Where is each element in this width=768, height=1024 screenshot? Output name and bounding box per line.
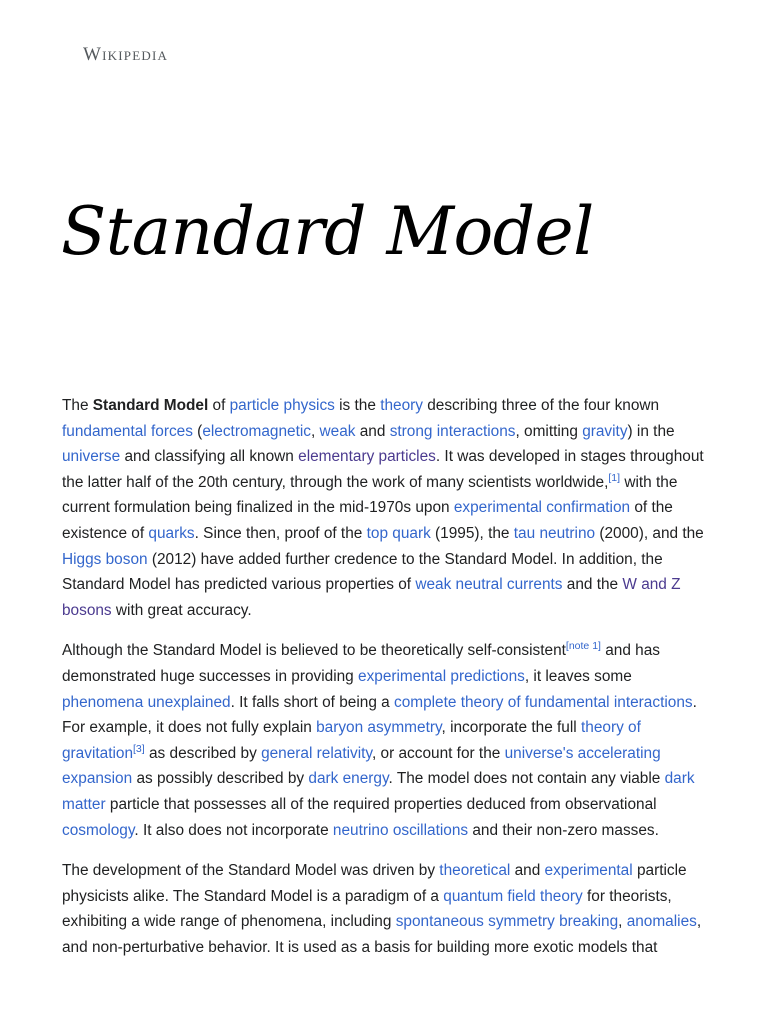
wikipedia-logo[interactable]: Wikipedia: [83, 44, 169, 65]
text: (2012) have added further credence to the Standard Model. In addition, the Standard Model has predicted various properties of: [62, 550, 663, 594]
text: as possibly described by: [132, 770, 309, 788]
link-weak-neutral-currents[interactable]: weak neutral currents: [415, 576, 563, 594]
link-experimental[interactable]: experimental: [544, 862, 633, 880]
text: particle physicists alike. The Standard Model is a paradigm of a: [62, 862, 687, 905]
citation-1[interactable]: [608, 472, 620, 484]
text: , incorporate the full: [441, 719, 581, 737]
text: , omitting: [515, 422, 583, 440]
text: . It falls short of being a: [230, 693, 394, 711]
text: The development of the Standard Model was driven by: [62, 862, 440, 880]
link-weak[interactable]: weak: [319, 422, 356, 440]
note-1[interactable]: [566, 640, 601, 652]
note-link[interactable]: [note 1]: [565, 640, 601, 653]
link-top-quark[interactable]: top quark: [366, 524, 431, 542]
article-body: [62, 393, 710, 975]
link-phenomena-unexplained[interactable]: phenomena unexplained: [62, 693, 231, 711]
text: , it leaves some: [524, 667, 632, 685]
link-theoretical[interactable]: theoretical: [439, 862, 511, 880]
link-particle-physics[interactable]: particle physics: [229, 397, 335, 414]
text: of the existence of: [62, 499, 673, 542]
text: and the: [562, 576, 623, 594]
text: Although the Standard Model is believed to be theoretically self-consistent: [62, 642, 566, 660]
text: of: [208, 397, 230, 414]
text: particle that possesses all of the required properties deduced from observational: [105, 795, 657, 813]
text: and classifying all known: [120, 448, 299, 466]
text: The: [62, 397, 93, 414]
text: and their non-zero masses.: [468, 821, 659, 839]
text: ,: [618, 913, 627, 931]
page-title: Standard Model: [61, 193, 594, 270]
link-complete-theory[interactable]: complete theory of fundamental interactions: [394, 693, 693, 711]
link-quantum-field-theory[interactable]: quantum field theory: [443, 887, 583, 905]
text: and: [510, 862, 545, 880]
text: (1995), the: [430, 524, 514, 542]
link-quarks[interactable]: quarks: [148, 524, 195, 542]
link-spontaneous-symmetry-breaking[interactable]: spontaneous symmetry breaking: [395, 913, 619, 931]
text: and has demonstrated huge successes in providing: [62, 642, 660, 685]
text: . Since then, proof of the: [194, 524, 367, 542]
link-general-relativity[interactable]: general relativity: [261, 744, 372, 762]
text: (2000), and the: [595, 524, 704, 542]
paragraph-development: [62, 858, 710, 960]
link-tau-neutrino[interactable]: tau neutrino: [513, 524, 596, 542]
link-strong-interactions[interactable]: strong interactions: [389, 422, 516, 440]
text: (: [192, 422, 203, 440]
link-cosmology[interactable]: cosmology: [62, 821, 135, 839]
citation-3[interactable]: [133, 743, 145, 755]
link-gravity[interactable]: gravity: [582, 422, 628, 440]
text: . The model does not contain any viable: [388, 770, 665, 788]
link-w-and-z-bosons[interactable]: W and Z bosons: [62, 576, 681, 619]
link-theory-of-gravitation[interactable]: theory of gravitation: [62, 719, 641, 762]
text: and: [355, 422, 390, 440]
text: as described by: [144, 744, 262, 762]
text: with great accuracy.: [111, 601, 252, 619]
text: ) in the: [627, 422, 675, 440]
paragraph-limitations: [62, 638, 710, 843]
link-neutrino-oscillations[interactable]: neutrino oscillations: [332, 821, 469, 839]
link-accelerating-expansion[interactable]: universe's accelerating expansion: [62, 744, 661, 788]
link-electromagnetic[interactable]: electromagnetic: [202, 422, 311, 440]
text: . It also does not incorporate: [134, 821, 333, 839]
citation-link[interactable]: [3]: [133, 742, 145, 755]
text: with the current formulation being finalized in the mid-1970s upon: [62, 473, 678, 517]
bold-term: Standard Model: [92, 397, 209, 414]
text: . It was developed in stages throughout the latter half of the 20th century, through the work of many scientists worldwide,: [62, 448, 704, 491]
text: for theorists, exhibiting a wide range of phenomena, including: [62, 887, 672, 931]
text: , or account for the: [371, 744, 505, 762]
link-dark-energy[interactable]: dark energy: [308, 770, 389, 788]
link-fundamental-forces[interactable]: fundamental forces: [62, 422, 193, 440]
link-higgs-boson[interactable]: Higgs boson: [62, 550, 148, 568]
link-baryon-asymmetry[interactable]: baryon asymmetry: [316, 719, 442, 737]
link-anomalies[interactable]: anomalies: [626, 913, 697, 931]
text: . For example, it does not fully explain: [62, 693, 697, 737]
link-experimental-confirmation[interactable]: experimental confirmation: [453, 499, 631, 517]
text: is the: [334, 397, 381, 414]
text: describing three of the four known: [422, 397, 660, 414]
paragraph-intro: [62, 393, 710, 623]
link-universe[interactable]: universe: [62, 448, 121, 466]
link-experimental-predictions[interactable]: experimental predictions: [358, 667, 525, 685]
citation-link[interactable]: [1]: [608, 471, 621, 484]
link-elementary-particles[interactable]: elementary particles: [298, 448, 436, 466]
text: ,: [310, 422, 320, 440]
link-dark-matter[interactable]: dark matter: [62, 770, 695, 813]
link-theory[interactable]: theory: [380, 397, 423, 414]
text: , and non-perturbative behavior. It is used as a basis for building more exotic models that: [62, 913, 702, 956]
